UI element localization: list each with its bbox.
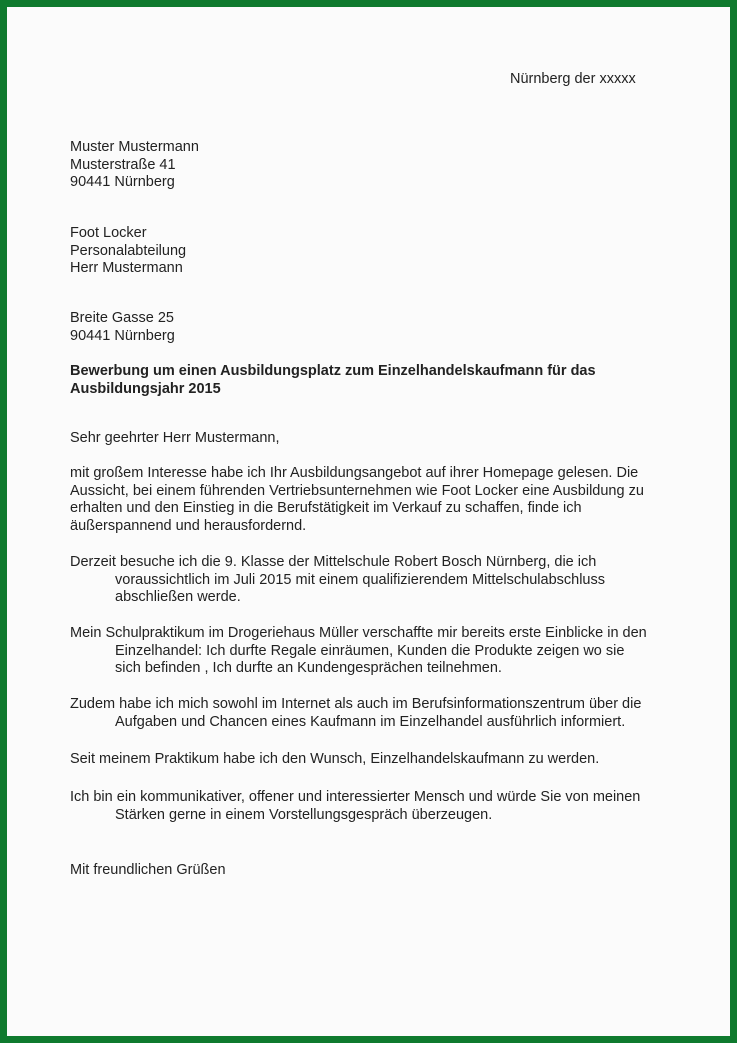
recipient-company: Foot Locker bbox=[70, 225, 147, 241]
recipient-city: 90441 Nürnberg bbox=[70, 327, 175, 344]
paragraph-4 bbox=[70, 696, 641, 731]
letter-page bbox=[7, 7, 730, 1036]
date-line: Nürnberg der xxxxx bbox=[510, 71, 636, 87]
paragraph-line: Mein Schulpraktikum im Drogeriehaus Müller verschaffte mir bereits erste Einblicke in den bbox=[70, 625, 647, 641]
paragraph-1 bbox=[70, 465, 644, 535]
paragraph-line: abschließen werde. bbox=[115, 589, 241, 605]
closing-text: Mit freundlichen Grüßen bbox=[70, 862, 226, 878]
paragraph-line: voraussichtlich im Juli 2015 mit einem qualifizierendem Mittelschulabschluss bbox=[115, 571, 605, 588]
paragraph-line: Seit meinem Praktikum habe ich den Wunsch, Einzelhandelskaufmann zu werden. bbox=[70, 751, 600, 767]
paragraph-line: erhalten und den Einstieg in die Berufstätigkeit im Verkauf zu schaffen, finde ich bbox=[70, 500, 582, 516]
sender-name: Muster Mustermann bbox=[70, 139, 199, 155]
paragraph-line: äußerspannend und herausfordernd. bbox=[70, 517, 307, 534]
recipient-location bbox=[70, 310, 175, 345]
salutation bbox=[70, 430, 280, 448]
paragraph-line: Aufgaben und Chancen eines Kaufmann im Einzelhandel ausführlich informiert. bbox=[115, 713, 626, 730]
subject-line-1: Bewerbung um einen Ausbildungsplatz zum Einzelhandelskaufmann für das bbox=[70, 363, 596, 379]
recipient-address bbox=[70, 225, 186, 278]
salutation-text: Sehr geehrter Herr Mustermann, bbox=[70, 430, 280, 446]
paragraph-5 bbox=[70, 751, 599, 769]
subject-line bbox=[70, 363, 596, 398]
sender-city: 90441 Nürnberg bbox=[70, 174, 175, 190]
paragraph-line: Derzeit besuche ich die 9. Klasse der Mittelschule Robert Bosch Nürnberg, die ich bbox=[70, 554, 597, 570]
paragraph-6 bbox=[70, 789, 640, 824]
paragraph-2 bbox=[70, 554, 605, 607]
closing bbox=[70, 862, 226, 880]
recipient-street: Breite Gasse 25 bbox=[70, 310, 174, 326]
sender-address bbox=[70, 139, 199, 192]
paragraph-line: Zudem habe ich mich sowohl im Internet als auch im Berufsinformationszentrum über die bbox=[70, 696, 642, 712]
paragraph-line: Einzelhandel: Ich durfte Regale einräumen, Kunden die Produkte zeigen wo sie bbox=[115, 642, 625, 659]
recipient-department: Personalabteilung bbox=[70, 242, 187, 259]
paragraph-line: mit großem Interesse habe ich Ihr Ausbildungsangebot auf ihrer Homepage gelesen. Die bbox=[70, 465, 639, 481]
paragraph-line: Ich bin ein kommunikativer, offener und interessierter Mensch und würde Sie von meinen bbox=[70, 789, 641, 805]
subject-line-2: Ausbildungsjahr 2015 bbox=[70, 380, 221, 397]
paragraph-3 bbox=[70, 625, 647, 678]
paragraph-line: sich befinden , Ich durfte an Kundengesprächen teilnehmen. bbox=[115, 660, 502, 676]
recipient-contact: Herr Mustermann bbox=[70, 260, 183, 276]
paragraph-line: Aussicht, bei einem führenden Vertriebsunternehmen wie Foot Locker eine Ausbildung zu bbox=[70, 482, 644, 499]
paragraph-line: Stärken gerne in einem Vorstellungsgespräch überzeugen. bbox=[115, 806, 493, 823]
sender-street: Musterstraße 41 bbox=[70, 156, 176, 173]
